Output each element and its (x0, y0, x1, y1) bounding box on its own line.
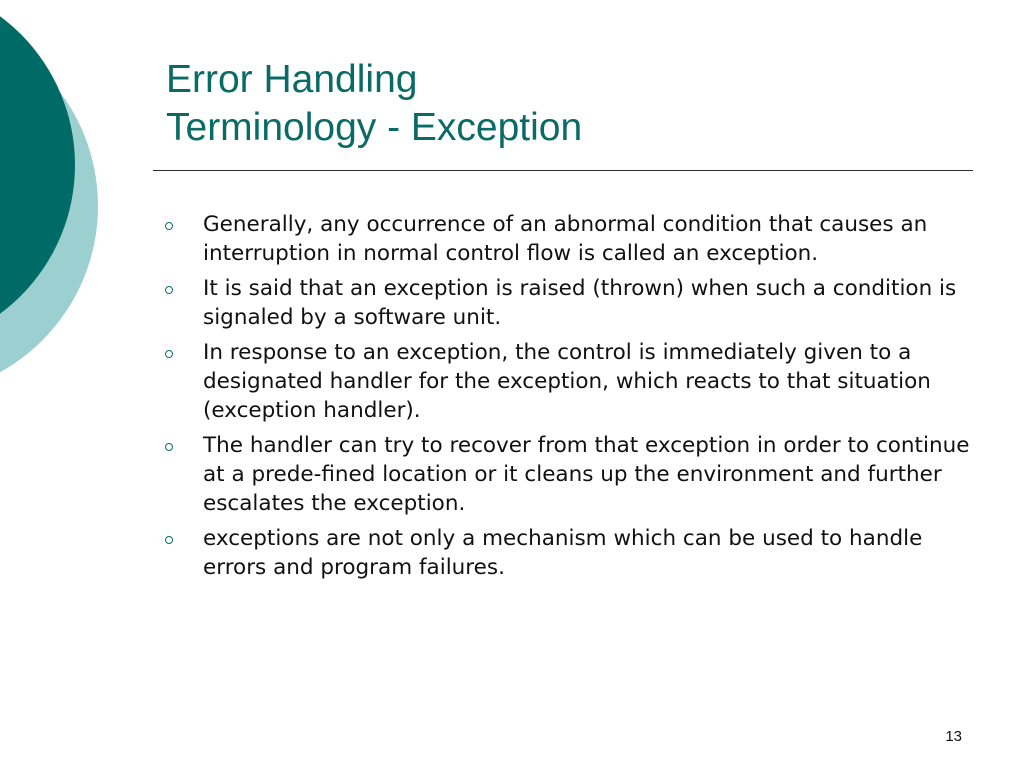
bullet-item (160, 338, 970, 425)
bullet-text: It is said that an exception is raised (thrown) when such a condition is signaled by a software unit. (203, 276, 957, 330)
title-divider (153, 170, 973, 171)
bullet-text: exceptions are not only a mechanism which can be used to handle errors and program failures. (203, 526, 923, 580)
bullet-item (160, 274, 970, 332)
bullet-list (160, 210, 970, 588)
bullet-item (160, 524, 970, 582)
hollow-circle-bullet-icon (165, 443, 173, 451)
bullet-text: Generally, any occurrence of an abnormal condition that causes an interruption in normal control flow is called an exception. (203, 212, 928, 266)
title-line-1: Error Handling (166, 58, 418, 101)
title-line-2: Terminology - Exception (166, 106, 583, 149)
bullet-item (160, 431, 970, 518)
bullet-item (160, 210, 970, 268)
hollow-circle-bullet-icon (165, 536, 173, 544)
bullet-text: In response to an exception, the control is immediately given to a designated handler for the exception, which reacts to that situation (exception handler). (203, 340, 931, 423)
hollow-circle-bullet-icon (165, 286, 173, 294)
slide-number: 13 (945, 728, 962, 745)
slide-title (166, 56, 582, 152)
hollow-circle-bullet-icon (165, 222, 173, 230)
hollow-circle-bullet-icon (165, 350, 173, 358)
bullet-text: The handler can try to recover from that exception in order to continue at a prede-fined location or it cleans up the environment and further escalates the exception. (203, 433, 970, 516)
